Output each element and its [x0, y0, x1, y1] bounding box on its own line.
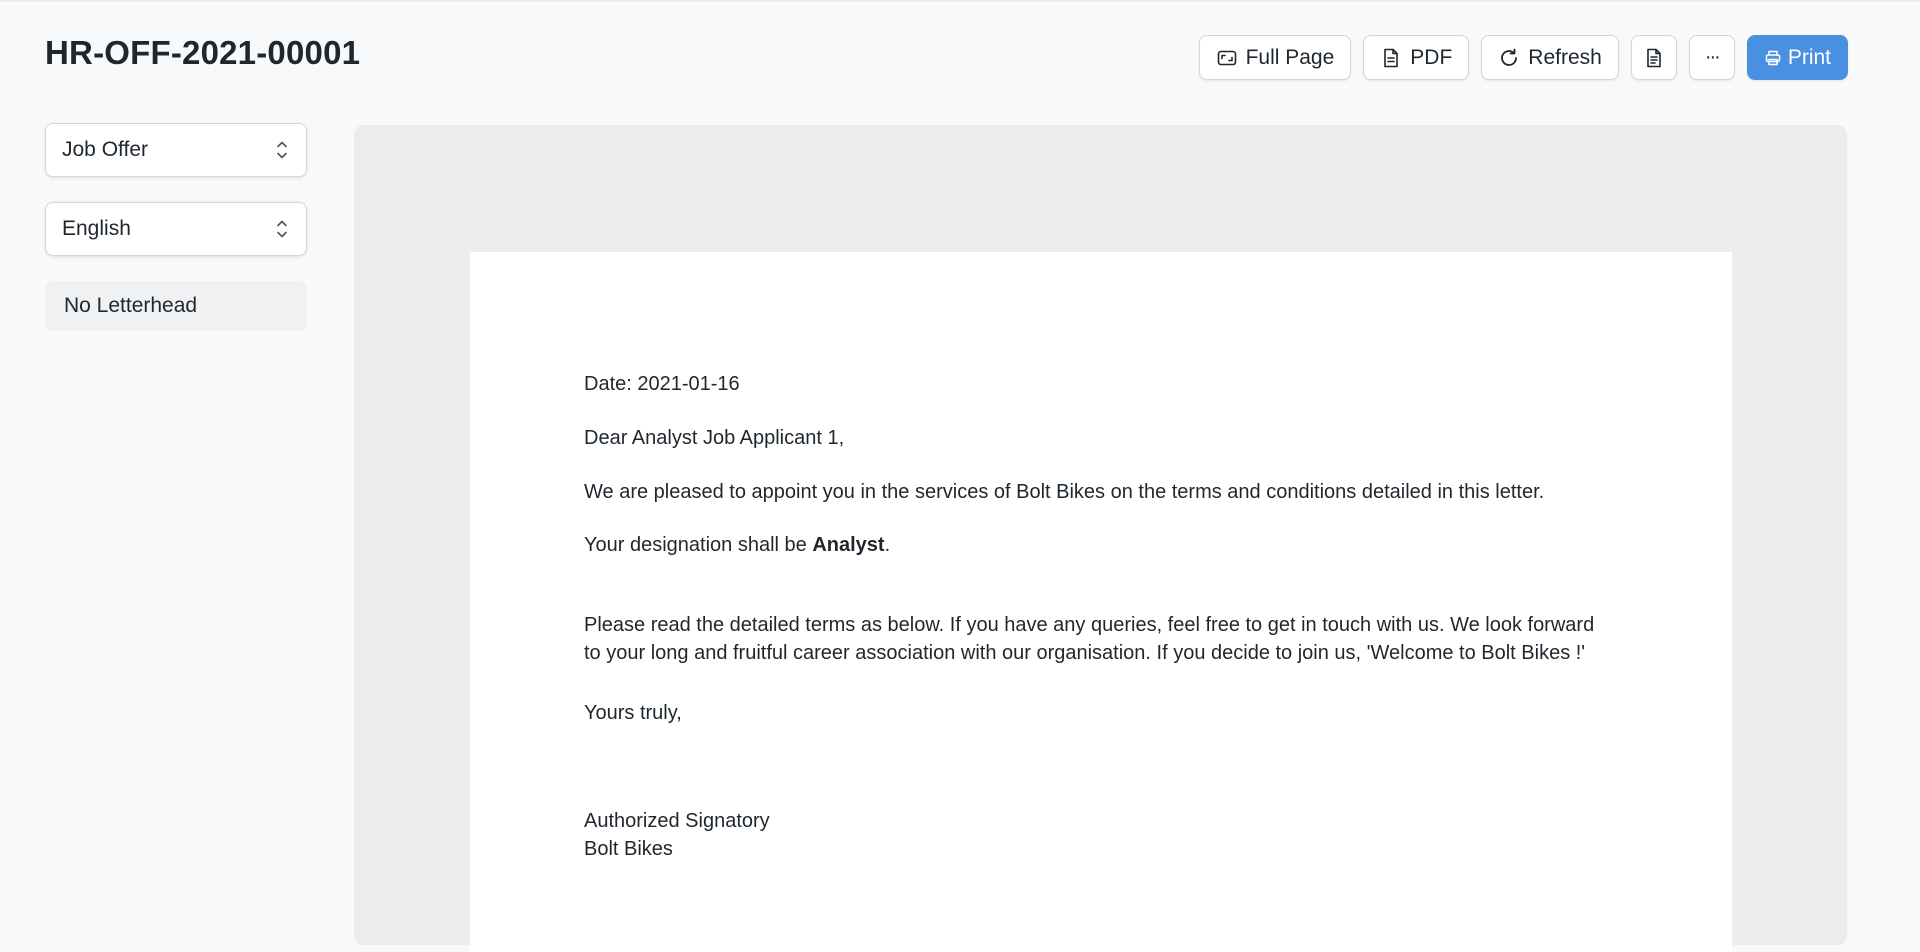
terms-line-2: to your long and fruitful career association with our organisation. If you decide to join us, 'Welcome to Bolt Bikes !' [584, 642, 1586, 664]
document-icon [1643, 47, 1665, 69]
chevron-up-down-icon [274, 137, 290, 163]
language-value: English [62, 217, 131, 240]
printer-icon [1764, 49, 1782, 67]
sidebar [45, 123, 307, 331]
full-page-label: Full Page [1245, 45, 1335, 69]
print-button[interactable] [1747, 35, 1848, 80]
letter-page [470, 252, 1732, 952]
refresh-icon [1498, 47, 1520, 69]
letter-intro: We are pleased to appoint you in the services of Bolt Bikes on the terms and conditions detailed in this letter. [584, 481, 1545, 503]
pdf-label: PDF [1410, 45, 1453, 69]
chevron-up-down-icon [274, 216, 290, 242]
letter-signatory: Authorized Signatory [584, 810, 770, 832]
letterhead-value: No Letterhead [64, 294, 198, 317]
refresh-button[interactable] [1481, 35, 1619, 80]
more-options-button[interactable] [1689, 35, 1735, 80]
letter-designation [584, 531, 1634, 559]
more-icon: ··· [1704, 46, 1719, 68]
print-format-value: Job Offer [62, 138, 148, 161]
letterhead-select[interactable] [45, 281, 307, 331]
letter-date: Date: 2021-01-16 [584, 373, 740, 395]
letter-body [584, 370, 1634, 863]
letter-company: Bolt Bikes [584, 838, 673, 860]
print-label: Print [1787, 45, 1831, 69]
designation-suffix: . [884, 534, 891, 556]
letter-salutation: Dear Analyst Job Applicant 1, [584, 427, 845, 449]
page-title: HR-OFF-2021-00001 [45, 34, 361, 71]
document-button[interactable] [1631, 35, 1677, 80]
top-border [0, 0, 1920, 2]
pdf-button[interactable] [1363, 35, 1469, 80]
designation-prefix: Your designation shall be [584, 534, 813, 556]
full-page-button[interactable] [1199, 35, 1352, 80]
terms-line-1: Please read the detailed terms as below. If you have any queries, feel free to get in touch with us. We look forward [584, 614, 1595, 636]
refresh-label: Refresh [1528, 45, 1602, 69]
print-format-select[interactable] [45, 123, 307, 177]
letter-closing: Yours truly, [584, 702, 682, 724]
designation-value: Analyst [812, 534, 885, 556]
toolbar [1199, 35, 1848, 80]
expand-icon [1216, 47, 1238, 69]
file-icon [1380, 47, 1402, 69]
language-select[interactable] [45, 202, 307, 256]
letter-terms [584, 611, 1634, 667]
